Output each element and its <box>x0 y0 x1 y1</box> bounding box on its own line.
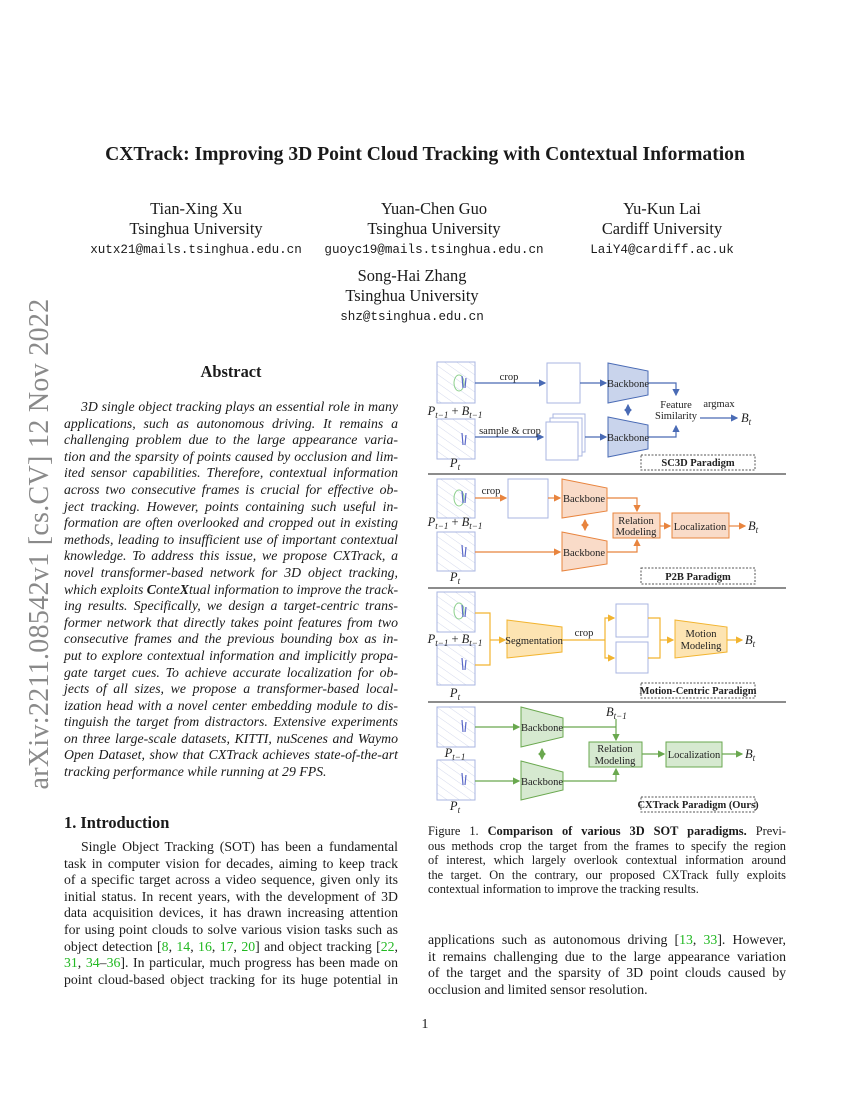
svg-text:Backbone: Backbone <box>521 723 563 734</box>
citation-link[interactable]: 16 <box>198 938 212 954</box>
svg-text:Relation: Relation <box>618 516 654 527</box>
section-heading-introduction: 1. Introduction <box>64 813 170 832</box>
bold-text: C <box>146 581 156 597</box>
text-segment: 3D single object tracking plays an essential role in many <box>81 399 398 414</box>
svg-text:Backbone: Backbone <box>563 548 605 559</box>
author-email[interactable]: xutx21@mails.tsinghua.edu.cn <box>90 243 302 257</box>
label-output-box: $B_t$ <box>741 411 752 427</box>
text-segment: , <box>168 938 177 954</box>
text-segment: of a specific target across a video sequence, given only its <box>64 872 398 888</box>
text-line <box>64 764 398 781</box>
text-line <box>64 839 398 856</box>
text-line <box>64 482 398 499</box>
svg-text:Motion-Centric Paradigm: Motion-Centric Paradigm <box>639 686 757 697</box>
author-name: Yu-Kun Lai <box>623 199 701 218</box>
text-segment: tracking performance while running at 29 FPS. <box>64 764 327 780</box>
text-line <box>428 932 786 949</box>
text-segment: ited sensor capabilities. Therefore, contextual information <box>64 465 398 481</box>
text-line <box>64 631 398 648</box>
point-cloud-image <box>437 707 475 747</box>
text-line <box>64 856 398 873</box>
label-output-box: $B_t$ <box>748 519 759 535</box>
text-segment: ]. In particular, much progress has been made on <box>120 955 398 971</box>
text-line <box>64 615 398 632</box>
svg-text:Relation: Relation <box>597 744 633 755</box>
text-line <box>64 598 398 615</box>
motion-centric-panel <box>428 604 786 702</box>
label-prev-frame-box: $P_{t-1} + B_{t-1}$ <box>427 632 483 648</box>
text-segment: Single Object Tracking (SOT) has been a fundamental <box>81 839 398 854</box>
svg-text:Modeling: Modeling <box>680 641 722 652</box>
text-line <box>428 868 786 883</box>
svg-text:P2B Paradigm: P2B Paradigm <box>665 572 731 583</box>
label-current-frame: $P_t$ <box>449 799 461 815</box>
text-segment: occlusion and limited sensor resolution. <box>428 981 648 997</box>
label-output-box: $B_t$ <box>745 633 756 649</box>
text-segment: , <box>394 938 398 954</box>
svg-text:sample & crop: sample & crop <box>479 426 541 437</box>
point-cloud-image <box>437 532 475 571</box>
abstract-body <box>64 399 398 781</box>
citation-link[interactable]: 20 <box>241 938 256 954</box>
text-line <box>64 972 398 989</box>
text-line <box>64 731 398 748</box>
text-line <box>64 872 398 889</box>
text-segment: put to explore contextual information and implicitly propa- <box>64 647 398 663</box>
author-block <box>292 266 532 327</box>
text-segment: , <box>233 938 242 954</box>
citation-link[interactable]: 17 <box>219 938 234 954</box>
text-segment: point cloud-based object tracking for its huge potential in <box>64 971 398 987</box>
author-email[interactable]: LaiY4@cardiff.ac.uk <box>590 243 734 257</box>
svg-text:Modeling: Modeling <box>615 527 657 538</box>
svg-text:CXTrack Paradigm (Ours): CXTrack Paradigm (Ours) <box>637 800 759 811</box>
citation-link[interactable]: 36 <box>106 955 121 971</box>
text-line <box>64 465 398 482</box>
text-segment: , <box>211 938 220 954</box>
text-line <box>428 853 786 868</box>
svg-text:argmax: argmax <box>703 399 735 410</box>
label-prev-frame-box: $P_{t-1} + B_{t-1}$ <box>427 515 483 531</box>
text-line <box>64 922 398 939</box>
paper-title: CXTrack: Improving 3D Point Cloud Tracking with Contextual Information <box>105 144 745 165</box>
p2b-panel <box>428 479 786 588</box>
text-segment: Previ- <box>746 824 786 838</box>
text-segment: applications, such as autonomous driving. It remains a <box>64 415 398 431</box>
svg-text:Segmentation: Segmentation <box>505 636 563 647</box>
abstract-heading: Abstract <box>200 362 262 381</box>
text-segment: Open Dataset, show that CXTrack achieves state-of-the-art <box>64 747 398 763</box>
text-line <box>64 714 398 731</box>
text-line <box>64 939 398 956</box>
text-segment: onte <box>155 581 180 597</box>
author-affiliation: Tsinghua University <box>367 219 501 238</box>
text-segment: the target. On the contrary, our proposed CXTrack fully exploits <box>428 867 786 882</box>
citation-link[interactable]: 22 <box>380 938 395 954</box>
introduction-body-continued <box>428 932 786 998</box>
text-segment: task in computer vision for decades, aiming to keep track <box>64 855 398 871</box>
text-segment: across two consecutive frames is crucial for effective ob- <box>64 481 398 497</box>
author-block <box>314 199 554 260</box>
text-segment: formation are often overlooked and cropped out in existing <box>64 515 398 531</box>
text-segment: methods, leading to insufficient use of important contextual <box>64 531 398 547</box>
text-line <box>64 681 398 698</box>
label-prev-frame: $P_{t-1}$ <box>444 746 466 762</box>
author-affiliation: Tsinghua University <box>345 286 479 305</box>
citation-link[interactable]: 8 <box>161 938 169 954</box>
point-cloud-image <box>437 362 475 403</box>
text-line <box>64 905 398 922</box>
text-line <box>64 665 398 682</box>
author-email[interactable]: guoyc19@mails.tsinghua.edu.cn <box>324 243 544 257</box>
svg-text:SC3D Paradigm: SC3D Paradigm <box>661 458 735 469</box>
text-segment: ing results. Specifically, we design a target-centric trans- <box>64 598 398 614</box>
text-segment: , <box>190 938 199 954</box>
text-segment: tual information to improve the track- <box>188 581 399 597</box>
text-line <box>64 565 398 582</box>
page-number: 1 <box>421 1016 429 1031</box>
label-current-frame: $P_t$ <box>449 456 461 472</box>
text-segment: on three large-scale datasets, KITTI, nuScenes and Waymo <box>64 730 398 746</box>
text-segment: of interest, which largely overlook contextual information around <box>428 853 786 867</box>
point-cloud-image <box>437 760 475 800</box>
author-name: Yuan-Chen Guo <box>380 199 488 218</box>
text-segment: novel transformer-based network for 3D object tracking, <box>64 564 398 580</box>
figure-1-caption <box>428 824 786 897</box>
author-email[interactable]: shz@tsinghua.edu.cn <box>340 310 484 324</box>
svg-text:Localization: Localization <box>673 522 727 533</box>
label-output-box: $B_t$ <box>745 747 756 763</box>
label-current-frame: $P_t$ <box>449 570 461 586</box>
text-segment: ] and object tracking [ <box>255 938 381 954</box>
text-line <box>64 582 398 599</box>
text-line <box>64 648 398 665</box>
svg-text:Backbone: Backbone <box>607 379 649 390</box>
text-segment: consecutive frames and the previous bounding box as in- <box>64 631 398 647</box>
point-cloud-image <box>437 479 475 518</box>
text-line <box>64 532 398 549</box>
text-line <box>64 955 398 972</box>
text-line <box>64 698 398 715</box>
figure-1-diagram <box>426 357 788 815</box>
bold-text: Comparison of various 3D SOT paradigms. <box>487 824 747 838</box>
text-segment: challenging problem due to the large appearance varia- <box>64 432 398 448</box>
text-segment: ization head with a novel center embedding module to dis- <box>64 697 398 713</box>
citation-link[interactable]: 31 <box>64 955 78 971</box>
svg-text:Similarity: Similarity <box>655 411 697 422</box>
text-segment: it remains challenging due to the large appearance variation <box>428 948 786 964</box>
author-block <box>542 199 782 260</box>
cxtrack-panel <box>475 707 759 812</box>
text-line <box>64 416 398 433</box>
text-segment: knowledge. To address this issue, we propose CXTrack, a <box>64 548 398 564</box>
text-line <box>428 949 786 966</box>
text-line <box>64 548 398 565</box>
text-segment: ]. However, <box>717 932 786 947</box>
text-segment: tion and the sparsity of points caused by occlusion and lim- <box>64 448 398 464</box>
citation-link[interactable]: 34 <box>85 955 100 971</box>
text-segment: data acquisition devices, it has drawn increasing attention <box>64 905 398 921</box>
arxiv-stamp: arXiv:2211.08542v1 [cs.CV] 12 Nov 2022 <box>24 298 55 790</box>
text-segment: gate target cues. To achieve accurate localization for ob- <box>64 664 398 680</box>
point-cloud-image <box>437 592 475 632</box>
text-segment: for using point clouds to solve various vision tasks such as <box>64 921 398 937</box>
text-segment: , <box>692 932 704 947</box>
text-segment: initial status. In recent years, with the development of 3D <box>64 888 398 904</box>
text-line <box>64 747 398 764</box>
text-segment: applications such as autonomous driving [ <box>428 932 680 947</box>
bold-text: X <box>179 581 189 597</box>
text-segment: ous methods crop the target from the frames to specify the region <box>428 838 786 853</box>
svg-text:Localization: Localization <box>667 750 721 761</box>
text-line <box>428 882 786 897</box>
author-name: Song-Hai Zhang <box>357 266 467 285</box>
svg-text:Backbone: Backbone <box>563 494 605 505</box>
text-line <box>64 515 398 532</box>
text-line <box>64 449 398 466</box>
label-current-frame: $P_t$ <box>449 686 461 702</box>
svg-text:crop: crop <box>574 628 594 639</box>
point-cloud-image <box>437 645 475 685</box>
citation-link[interactable]: 33 <box>703 932 718 947</box>
text-segment: tinguish the target from distractors. Extensive experiments <box>64 714 398 730</box>
text-line <box>428 824 786 839</box>
citation-link[interactable]: 14 <box>176 938 191 954</box>
svg-text:Backbone: Backbone <box>521 777 563 788</box>
text-line <box>64 399 398 416</box>
text-segment: Figure 1. <box>428 824 488 838</box>
author-name: Tian-Xing Xu <box>150 199 242 218</box>
text-segment: , <box>77 955 86 971</box>
author-block <box>76 199 316 260</box>
text-segment: contextual information to improve the tracking results. <box>428 882 699 896</box>
text-segment: which exploits <box>64 581 147 597</box>
label-prev-frame-box: $P_{t-1} + B_{t-1}$ <box>427 404 483 420</box>
text-segment: ject tracking. However, points containing such useful in- <box>64 498 398 514</box>
svg-text:crop: crop <box>481 486 501 497</box>
text-line <box>428 839 786 854</box>
svg-text:Motion: Motion <box>685 629 717 640</box>
svg-text:crop: crop <box>499 372 519 383</box>
citation-link[interactable]: 13 <box>679 932 693 947</box>
author-affiliation: Tsinghua University <box>129 219 263 238</box>
text-line <box>64 889 398 906</box>
author-affiliation: Cardiff University <box>601 219 723 238</box>
svg-text:Backbone: Backbone <box>607 433 649 444</box>
text-line <box>428 965 786 982</box>
label-prev-box: $B_{t-1}$ <box>606 705 627 721</box>
text-segment: object detection [ <box>64 938 162 954</box>
text-line <box>64 432 398 449</box>
text-segment: – <box>99 955 107 971</box>
text-segment: jects of all sizes, we propose a transformer-based local- <box>64 681 398 697</box>
text-segment: of the target and the sparsity of 3D point clouds caused by <box>428 965 786 981</box>
svg-text:Modeling: Modeling <box>594 756 636 767</box>
text-line <box>64 499 398 516</box>
point-cloud-image <box>437 419 475 459</box>
introduction-body <box>64 839 398 988</box>
text-segment: former network that directly takes point features from two <box>64 614 398 630</box>
text-line <box>428 982 786 999</box>
svg-text:Feature: Feature <box>660 400 692 411</box>
